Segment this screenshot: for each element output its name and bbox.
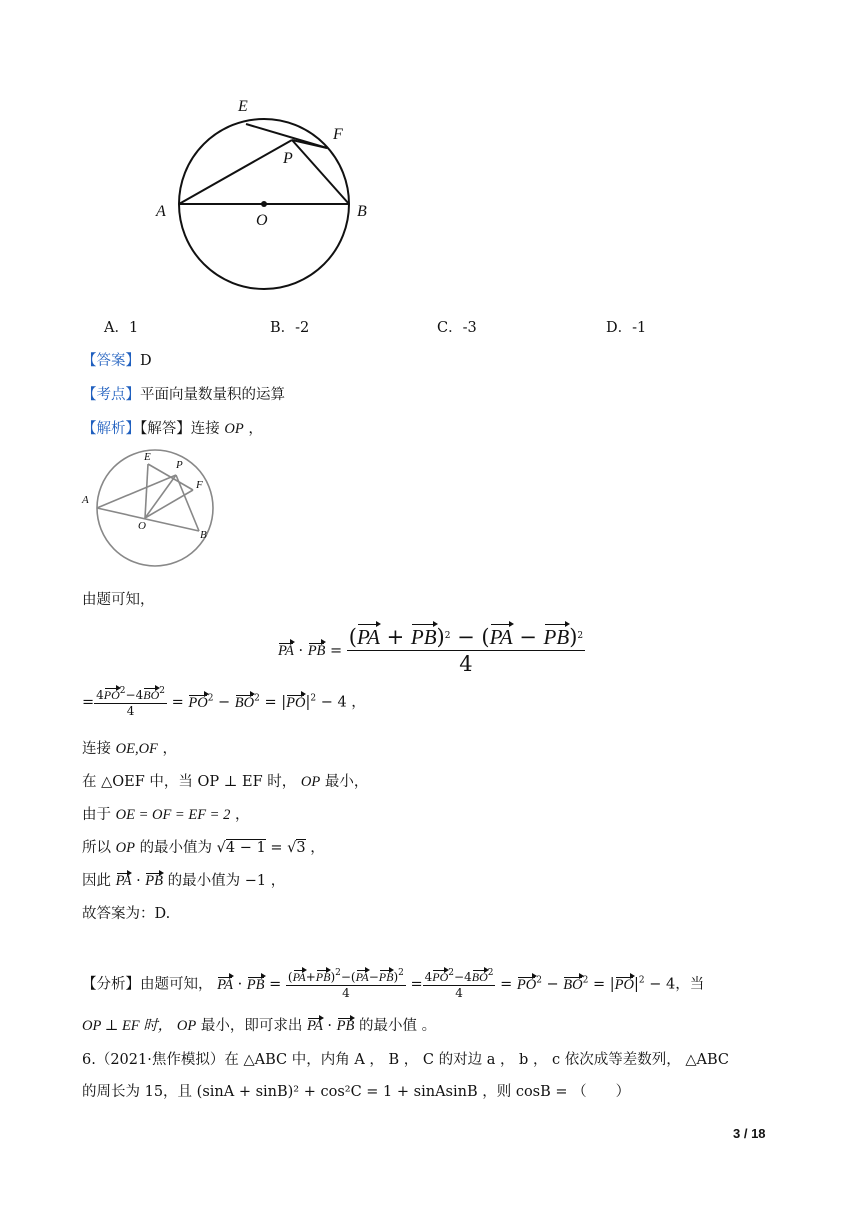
option-b[interactable]: B．-2: [270, 320, 310, 336]
so-line: 所以 OP 的最小值为 √4 − 1 = √3 ，: [82, 840, 325, 856]
sqrt-expr: 4 − 1: [225, 840, 266, 856]
fig2-label-a: A: [82, 494, 89, 506]
q6-line-2: 的周长为 15，且 (sinA + sinB)² + cos²C = 1 + sinAsinB ，则 cosB = （ ）: [82, 1084, 631, 1100]
connect-line: 连接 OE,OF ，: [82, 741, 178, 757]
fig1-label-f: F: [333, 126, 343, 143]
fig1-label-e: E: [238, 98, 248, 115]
known-line: 由题可知，: [82, 592, 155, 608]
point-tag: 【考点】: [82, 387, 140, 403]
fenxi-line-2: OP ⊥ EF 时， OP 最小，即可求出 PA · PB 的最小值 。: [82, 1018, 437, 1034]
since-word: 由于: [82, 807, 111, 823]
circle-figure-2: [80, 448, 230, 568]
display-equation: PA · PB = $\frac{(PA + PB)^2 - (PA - PB)^2}{4}$: [278, 625, 584, 677]
q6-line-1: 6.（2021·焦作模拟）在 △ABC 中，内角 A ， B ， C 的对边 a ， b ， c 依次成等差数列， △ABC: [82, 1052, 730, 1068]
fig2-label-o: O: [138, 520, 146, 532]
option-a[interactable]: A．1: [104, 320, 139, 336]
fenxi-line2c: 的最小值 。: [358, 1018, 437, 1034]
min-word: 最小，: [324, 774, 369, 790]
analysis-line: [82, 417, 263, 438]
fenxi-line-1: 【分析】由题可知， PA · PB = $\frac{(PA+PB)^2-(PA-PB)^2}{4}$ = $\frac{4PO^2-4BO^2}{4}$ = $PO^2 - BO^2 = |PO|^2 - 4$，当: [82, 968, 705, 1000]
therefore-line: 因此 PA · PB 的最小值为 −1 ，: [82, 873, 286, 889]
option-c[interactable]: C．-3: [437, 320, 477, 336]
fig2-label-f: F: [196, 479, 203, 491]
fig1-label-p: P: [283, 150, 293, 167]
final-line: 故答案为：D.: [82, 906, 171, 922]
fenxi-tail: ，当: [675, 976, 705, 993]
analysis-comma: ，: [248, 421, 263, 437]
sqrt-three: 3: [296, 840, 306, 856]
op-min: OP: [300, 774, 321, 790]
equation-line-2: = $\frac{4PO^2-4BO^2}{4}$ = $PO^2 - BO^2 = |PO|^2 - 4$ ，: [82, 686, 366, 718]
triangle-line: [82, 770, 368, 791]
fig2-label-e: E: [144, 451, 151, 463]
analysis-tag: 【解析】: [82, 421, 140, 437]
answer-value: D: [140, 353, 152, 369]
fenxi-line2b: 最小，即可求出: [200, 1018, 303, 1034]
point-value: 平面向量数量积的运算: [140, 387, 285, 403]
fig2-label-b: B: [200, 529, 207, 541]
circle-figure-1: [150, 92, 390, 302]
answer-line: [82, 349, 152, 370]
fenxi-tag: 【分析】由题可知，: [82, 976, 213, 993]
min-value-is: 的最小值为: [139, 840, 213, 856]
since-line: 由于 OE = OF = EF = 2 ，: [82, 807, 250, 823]
point-line: [82, 383, 285, 404]
fig1-label-a: A: [156, 203, 166, 220]
fig2-label-p: P: [176, 459, 183, 471]
min-neg1: 的最小值为 −1: [167, 873, 267, 889]
page-number: 3 / 18: [733, 1126, 766, 1141]
connect-word: 连接: [82, 741, 111, 757]
analysis-op: OP: [224, 421, 244, 437]
option-d[interactable]: D．-1: [606, 320, 647, 336]
answer-tag: 【答案】: [82, 353, 140, 369]
therefore-word: 因此: [82, 873, 111, 889]
fig1-label-o: O: [256, 212, 268, 229]
equal-2: OE = OF = EF = 2: [115, 807, 231, 823]
so-word: 所以: [82, 840, 111, 856]
oeof: OE,OF: [115, 741, 158, 757]
fig1-label-b: B: [357, 203, 367, 220]
analysis-sub: 【解答】连接: [140, 421, 220, 437]
eq-sqrt: =: [270, 840, 288, 856]
fenxi-line2a: OP ⊥ EF 时，: [82, 1018, 173, 1034]
in-triangle: 在 △OEF 中，当 OP ⊥ EF 时，: [82, 774, 297, 790]
